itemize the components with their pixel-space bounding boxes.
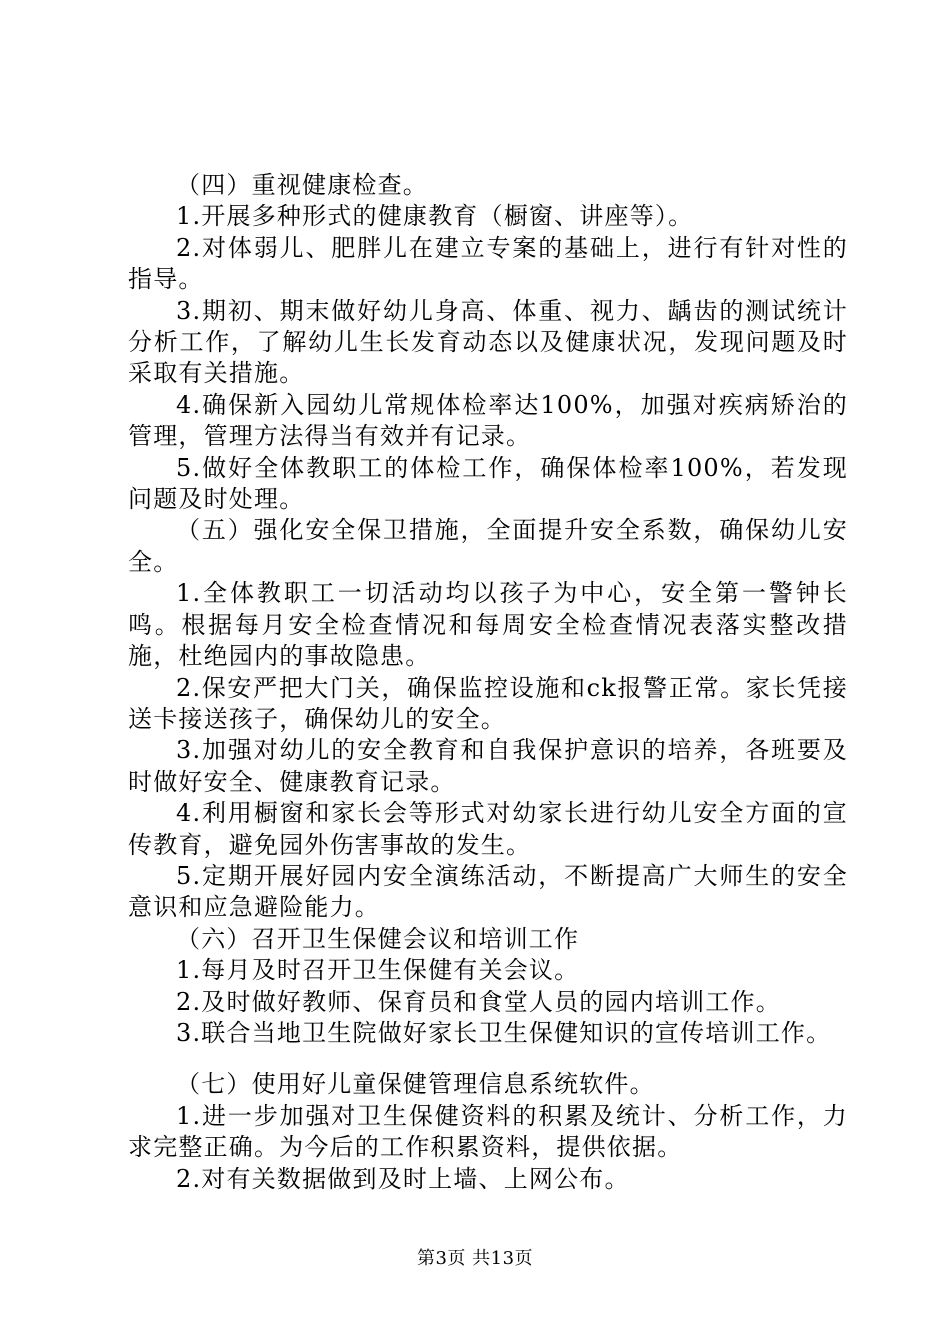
paragraph: 1.每月及时召开卫生保健有关会议。 bbox=[176, 956, 580, 985]
section-heading-5: （五）强化安全保卫措施，全面提升安全系数，确保幼儿安全。 bbox=[128, 516, 848, 576]
paragraph: 5.做好全体教职工的体检工作，确保体检率100%，若发现问题及时处理。 bbox=[128, 453, 848, 514]
paragraph: 2.对体弱儿、肥胖儿在建立专案的基础上，进行有针对性的指导。 bbox=[128, 233, 848, 294]
section-heading-4: （四）重视健康检查。 bbox=[176, 171, 428, 199]
section-heading-6: （六）召开卫生保健会议和培训工作 bbox=[176, 924, 580, 953]
paragraph: 3.加强对幼儿的安全教育和自我保护意识的培养，各班要及时做好安全、健康教育记录。 bbox=[128, 736, 848, 796]
document-body bbox=[128, 170, 848, 1195]
page-number: 第3页 共13页 bbox=[416, 1248, 534, 1269]
paragraph: 3.联合当地卫生院做好家长卫生保健知识的宣传培训工作。 bbox=[176, 1018, 832, 1047]
paragraph: 2.保安严把大门关，确保监控设施和ck报警正常。家长凭接送卡接送孩子，确保幼儿的安全。 bbox=[128, 673, 848, 733]
paragraph: 4.利用橱窗和家长会等形式对幼家长进行幼儿安全方面的宣传教育，避免园外伤害事故的发生。 bbox=[128, 799, 848, 859]
section-heading-7: （七）使用好儿童保健管理信息系统软件。 bbox=[176, 1070, 655, 1099]
paragraph: 3.期初、期末做好幼儿身高、体重、视力、龋齿的测试统计分析工作，了解幼儿生长发育动态以及健康状况，发现问题及时采取有关措施。 bbox=[128, 296, 848, 388]
paragraph: 1.全体教职工一切活动均以孩子为中心，安全第一警钟长鸣。根据每月安全检查情况和每周安全检查情况表落实整改措施，杜绝园内的事故隐患。 bbox=[128, 579, 848, 671]
paragraph: 2.及时做好教师、保育员和食堂人员的园内培训工作。 bbox=[176, 987, 781, 1016]
paragraph: 5.定期开展好园内安全演练活动，不断提高广大师生的安全意识和应急避险能力。 bbox=[128, 861, 848, 922]
paragraph: 1.开展多种形式的健康教育（橱窗、讲座等）。 bbox=[176, 202, 694, 231]
paragraph: 1.进一步加强对卫生保健资料的积累及统计、分析工作，力求完整正确。为今后的工作积累资料，提供依据。 bbox=[128, 1101, 848, 1162]
paragraph: 2.对有关数据做到及时上墙、上网公布。 bbox=[176, 1164, 630, 1193]
paragraph: 4.确保新入园幼儿常规体检率达100%，加强对疾病矫治的管理，管理方法得当有效并有记录。 bbox=[128, 390, 848, 451]
